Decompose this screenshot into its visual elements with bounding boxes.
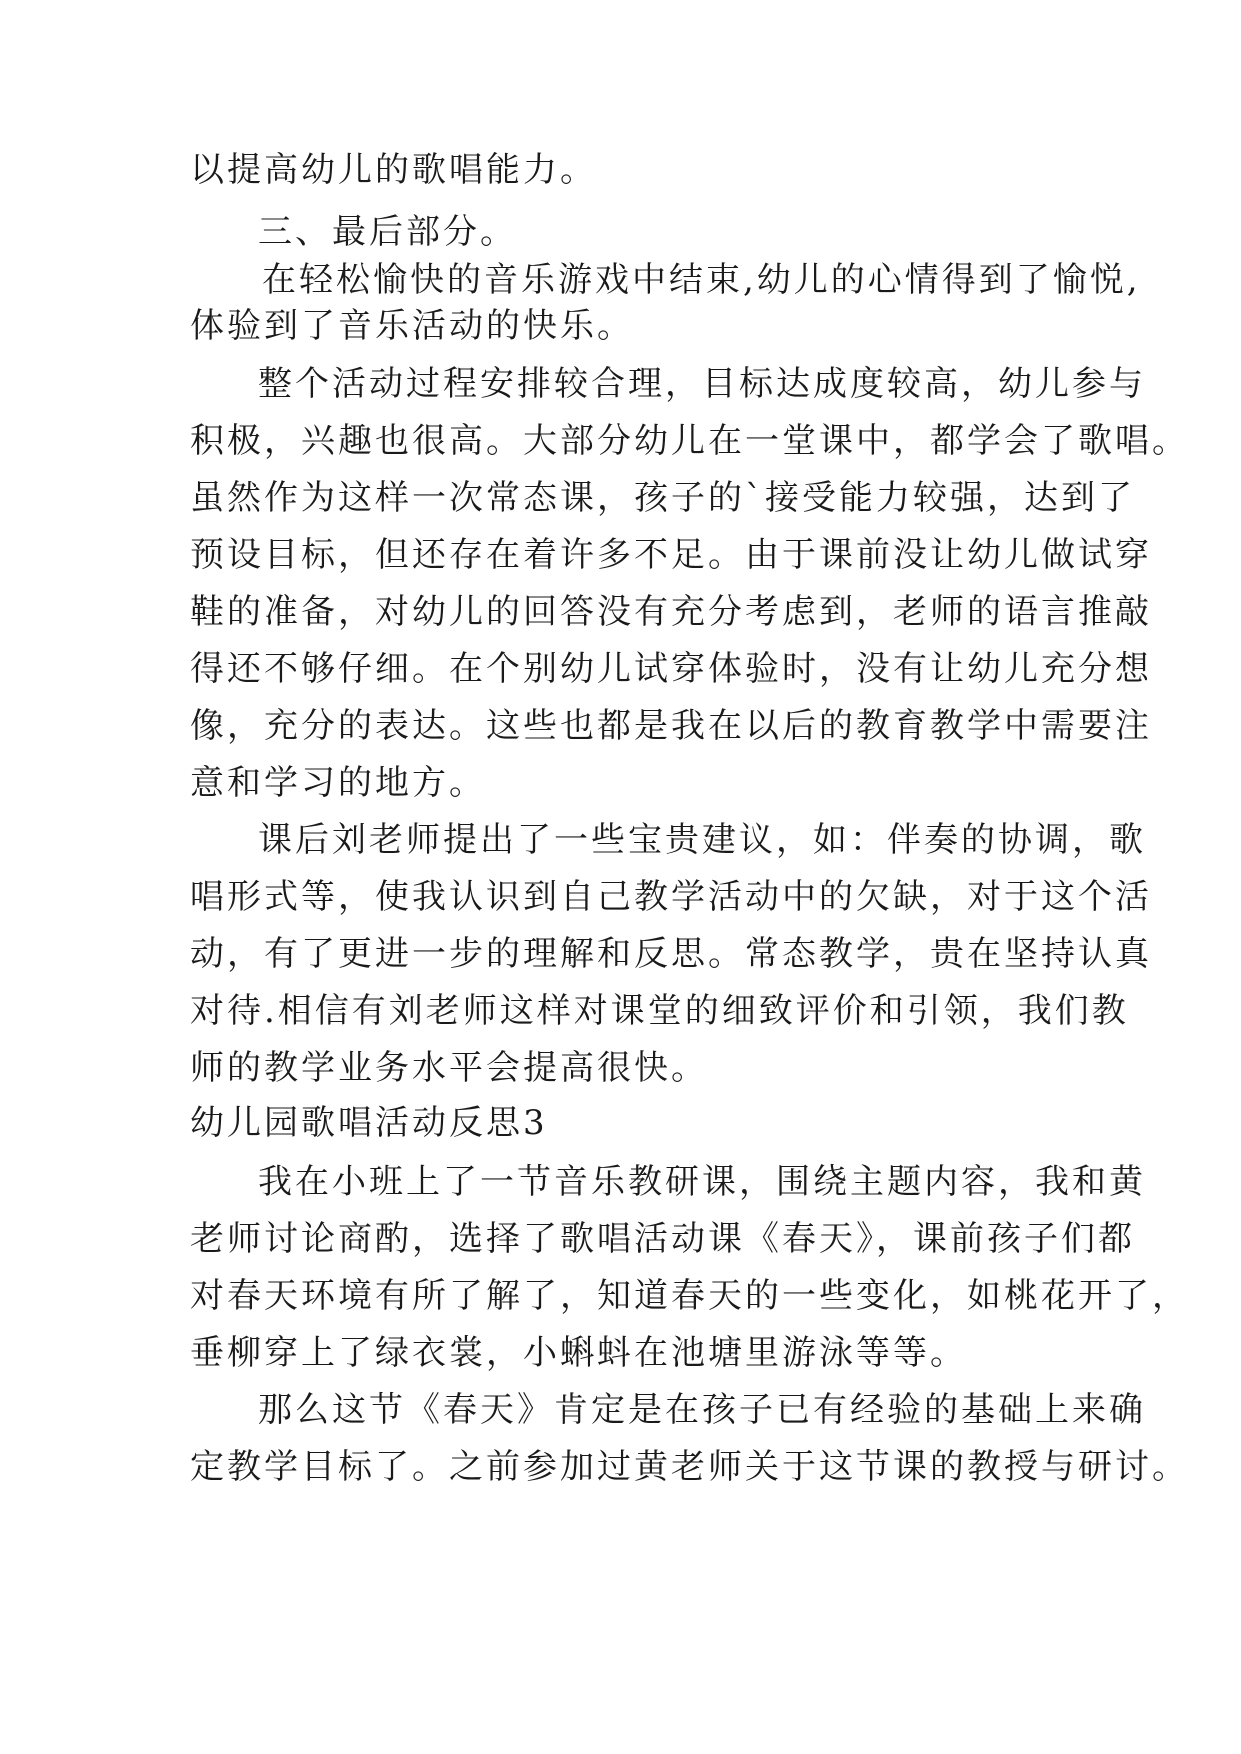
text-line: 得还不够仔细。在个别幼儿试穿体验时，没有让幼儿充分想 — [190, 649, 1152, 689]
text-line: 积极，兴趣也很高。大部分幼儿在一堂课中，都学会了歌唱。 — [190, 421, 1189, 461]
text-line: 虽然作为这样一次常态课，孩子的`接受能力较强，达到了 — [190, 478, 1135, 518]
text-line: 以提高幼儿的歌唱能力。 — [190, 150, 597, 190]
text-line: 预设目标，但还存在着许多不足。由于课前没让幼儿做试穿 — [190, 535, 1152, 575]
text-line: 那么这节《春天》肯定是在孩子已有经验的基础上来确 — [258, 1390, 1146, 1430]
article-heading: 幼儿园歌唱活动反思3 — [190, 1103, 548, 1143]
text-line: 唱形式等，使我认识到自己教学活动中的欠缺，对于这个活 — [190, 877, 1152, 917]
text-line: 像，充分的表达。这些也都是我在以后的教育教学中需要注 — [190, 706, 1152, 746]
text-line: 课后刘老师提出了一些宝贵建议，如：伴奏的协调，歌 — [258, 820, 1146, 860]
text-line: 定教学目标了。之前参加过黄老师关于这节课的教授与研讨。 — [190, 1447, 1189, 1487]
text-line: 体验到了音乐活动的快乐。 — [190, 306, 634, 346]
text-line: 我在小班上了一节音乐教研课，围绕主题内容，我和黄 — [258, 1162, 1146, 1202]
text-line: 对春天环境有所了解了，知道春天的一些变化，如桃花开了， — [190, 1276, 1189, 1316]
text-line: 动，有了更进一步的理解和反思。常态教学，贵在坚持认真 — [190, 934, 1152, 974]
text-line: 师的教学业务水平会提高很快。 — [190, 1048, 708, 1088]
text-line: 对待.相信有刘老师这样对课堂的细致评价和引领，我们教 — [190, 991, 1129, 1031]
text-line: 鞋的准备，对幼儿的回答没有充分考虑到，老师的语言推敲 — [190, 592, 1152, 632]
text-line: 垂柳穿上了绿衣裳，小蝌蚪在池塘里游泳等等。 — [190, 1333, 967, 1373]
section-heading: 三、最后部分。 — [258, 212, 517, 252]
text-line: 在轻松愉快的音乐游戏中结束,幼儿的心情得到了愉悦, — [262, 260, 1141, 300]
text-line: 意和学习的地方。 — [190, 763, 486, 803]
text-line: 整个活动过程安排较合理，目标达成度较高，幼儿参与 — [258, 364, 1146, 404]
text-line: 老师讨论商酌，选择了歌唱活动课《春天》，课前孩子们都 — [190, 1219, 1135, 1259]
